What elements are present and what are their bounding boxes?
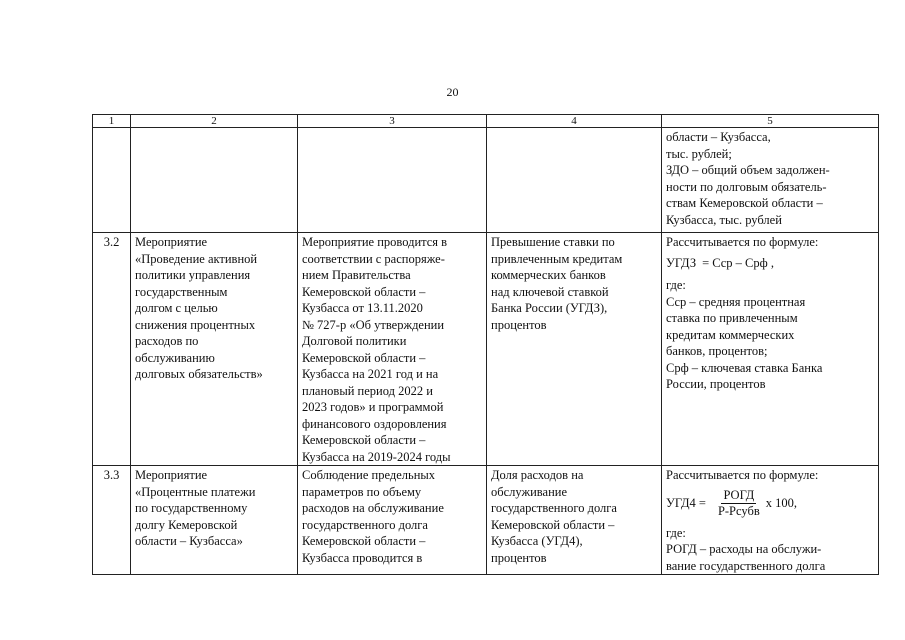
cell-measure bbox=[131, 233, 298, 466]
page-number: 20 bbox=[446, 85, 459, 99]
text-line: «Проведение активной bbox=[135, 251, 258, 266]
cell-method bbox=[662, 466, 879, 575]
text-line: Банка России (УГДЗ), bbox=[491, 301, 608, 315]
table-row bbox=[93, 466, 879, 575]
formula-ugd3 bbox=[666, 255, 874, 272]
text-line: 2023 годов» и программой bbox=[302, 400, 444, 414]
cell-basis bbox=[298, 466, 487, 575]
text-line: банков, процентов; bbox=[666, 344, 768, 358]
text-line: ности по долговым обязатель- bbox=[666, 179, 827, 194]
text-line: «Процентные платежи bbox=[135, 484, 256, 499]
text-line: Мероприятие bbox=[135, 235, 208, 249]
text-line: нием Правительства bbox=[302, 268, 411, 282]
text-line: Кузбасса от 13.11.2020 bbox=[302, 301, 423, 315]
cell-method bbox=[662, 128, 879, 233]
text-line: снижения процентных bbox=[135, 317, 256, 332]
cell-indicator bbox=[487, 466, 662, 575]
text-line: РОГД – расходы на обслужи- bbox=[666, 542, 822, 556]
text-line: тыс. рублей; bbox=[666, 146, 732, 161]
formula-intro: Рассчитывается по формуле: bbox=[666, 468, 819, 482]
text-line: где: bbox=[666, 278, 686, 292]
text-line: по государственному bbox=[135, 501, 248, 515]
text-line: параметров по объему bbox=[302, 484, 422, 499]
text-line: финансового оздоровления bbox=[302, 416, 447, 431]
text-line: Кемеровской области – bbox=[302, 433, 426, 447]
cell-num bbox=[93, 128, 131, 233]
row-number: 3.3 bbox=[93, 466, 131, 575]
measures-table bbox=[92, 114, 879, 575]
formula-tail: х 100, bbox=[765, 495, 797, 510]
text-line: долговых обязательств» bbox=[135, 367, 263, 381]
text-line: соответствии с распоряже- bbox=[302, 251, 445, 266]
text-line: долгу Кемеровской bbox=[135, 517, 238, 532]
cell-measure bbox=[131, 466, 298, 575]
table-row-continuation bbox=[93, 128, 879, 233]
text-line: Кузбасса, тыс. рублей bbox=[666, 212, 782, 227]
text-line: ставка по привлеченным bbox=[666, 311, 798, 325]
text-line: России, процентов bbox=[666, 377, 766, 391]
formula-intro: Рассчитывается по формуле: bbox=[666, 235, 819, 249]
cell-basis bbox=[298, 128, 487, 233]
text-line: Мероприятие проводится в bbox=[302, 235, 448, 249]
text-line: Долговой политики bbox=[302, 334, 407, 348]
col-header-3: 3 bbox=[298, 115, 487, 128]
text-line: Кемеровской области – bbox=[302, 284, 426, 299]
text-line: кредитам коммерческих bbox=[666, 327, 795, 342]
cell-indicator bbox=[487, 233, 662, 466]
text-line: Сср – средняя процентная bbox=[666, 294, 806, 309]
formula-fraction bbox=[716, 488, 762, 519]
text-line: государственного долга bbox=[302, 517, 428, 532]
text-line: процентов bbox=[491, 317, 547, 332]
text-line: Доля расходов на bbox=[491, 468, 584, 482]
col-header-2: 2 bbox=[131, 115, 298, 128]
cell-indicator bbox=[487, 128, 662, 233]
text-line: ЗДО – общий объем задолжен- bbox=[666, 163, 830, 177]
table-row bbox=[93, 233, 879, 466]
text-line: процентов bbox=[491, 550, 547, 565]
table-header-row bbox=[93, 115, 879, 128]
text-line: области – Кузбасса, bbox=[666, 130, 771, 144]
formula-ugd4 bbox=[666, 488, 874, 519]
cell-measure bbox=[131, 128, 298, 233]
formula-rhs: = Сср – Срф , bbox=[702, 255, 774, 270]
text-line: Кемеровской области – bbox=[302, 350, 426, 365]
text-line: Кузбасса на 2021 год и на bbox=[302, 367, 439, 381]
col-header-4: 4 bbox=[487, 115, 662, 128]
text-line: плановый период 2022 и bbox=[302, 383, 433, 398]
formula-lhs: УГД4 = bbox=[666, 495, 706, 510]
formula-numerator: РОГД bbox=[723, 487, 755, 502]
formula-lhs: УГДЗ bbox=[666, 255, 697, 270]
formula-denominator: Р-Рсубв bbox=[717, 503, 760, 518]
text-line: Кемеровской области – bbox=[491, 517, 615, 532]
col-header-5: 5 bbox=[662, 115, 879, 128]
text-line: № 727-р «Об утверждении bbox=[302, 317, 445, 332]
text-line: расходов по bbox=[135, 334, 199, 348]
text-line: обслуживанию bbox=[135, 350, 215, 365]
text-line: расходов на обслуживание bbox=[302, 501, 444, 515]
text-line: ствам Кемеровской области – bbox=[666, 196, 823, 210]
text-line: Кузбасса на 2019-2024 годы bbox=[302, 449, 451, 464]
text-line: Кемеровской области – bbox=[302, 534, 426, 548]
cell-basis bbox=[298, 233, 487, 466]
text-line: долгом с целью bbox=[135, 301, 218, 315]
text-line: Превышение ставки по bbox=[491, 235, 615, 249]
text-line: государственного долга bbox=[491, 501, 617, 515]
text-line: вание государственного долга bbox=[666, 558, 826, 573]
text-line: политики управления bbox=[135, 268, 251, 282]
text-line: коммерческих банков bbox=[491, 268, 606, 282]
text-line: Мероприятие bbox=[135, 468, 208, 482]
text-line: над ключевой ставкой bbox=[491, 284, 609, 299]
text-line: Кузбасса проводится в bbox=[302, 550, 423, 565]
row-number: 3.2 bbox=[93, 233, 131, 466]
text-line: обслуживание bbox=[491, 484, 568, 499]
text-line: Соблюдение предельных bbox=[302, 468, 436, 482]
text-line: Кузбасса (УГД4), bbox=[491, 534, 583, 548]
text-line: где: bbox=[666, 525, 686, 540]
text-line: Срф – ключевая ставка Банка bbox=[666, 360, 823, 375]
text-line: области – Кузбасса» bbox=[135, 534, 243, 548]
col-header-1: 1 bbox=[93, 115, 131, 128]
text-line: государственным bbox=[135, 284, 228, 299]
text-line: привлеченным кредитам bbox=[491, 251, 623, 266]
cell-method bbox=[662, 233, 879, 466]
